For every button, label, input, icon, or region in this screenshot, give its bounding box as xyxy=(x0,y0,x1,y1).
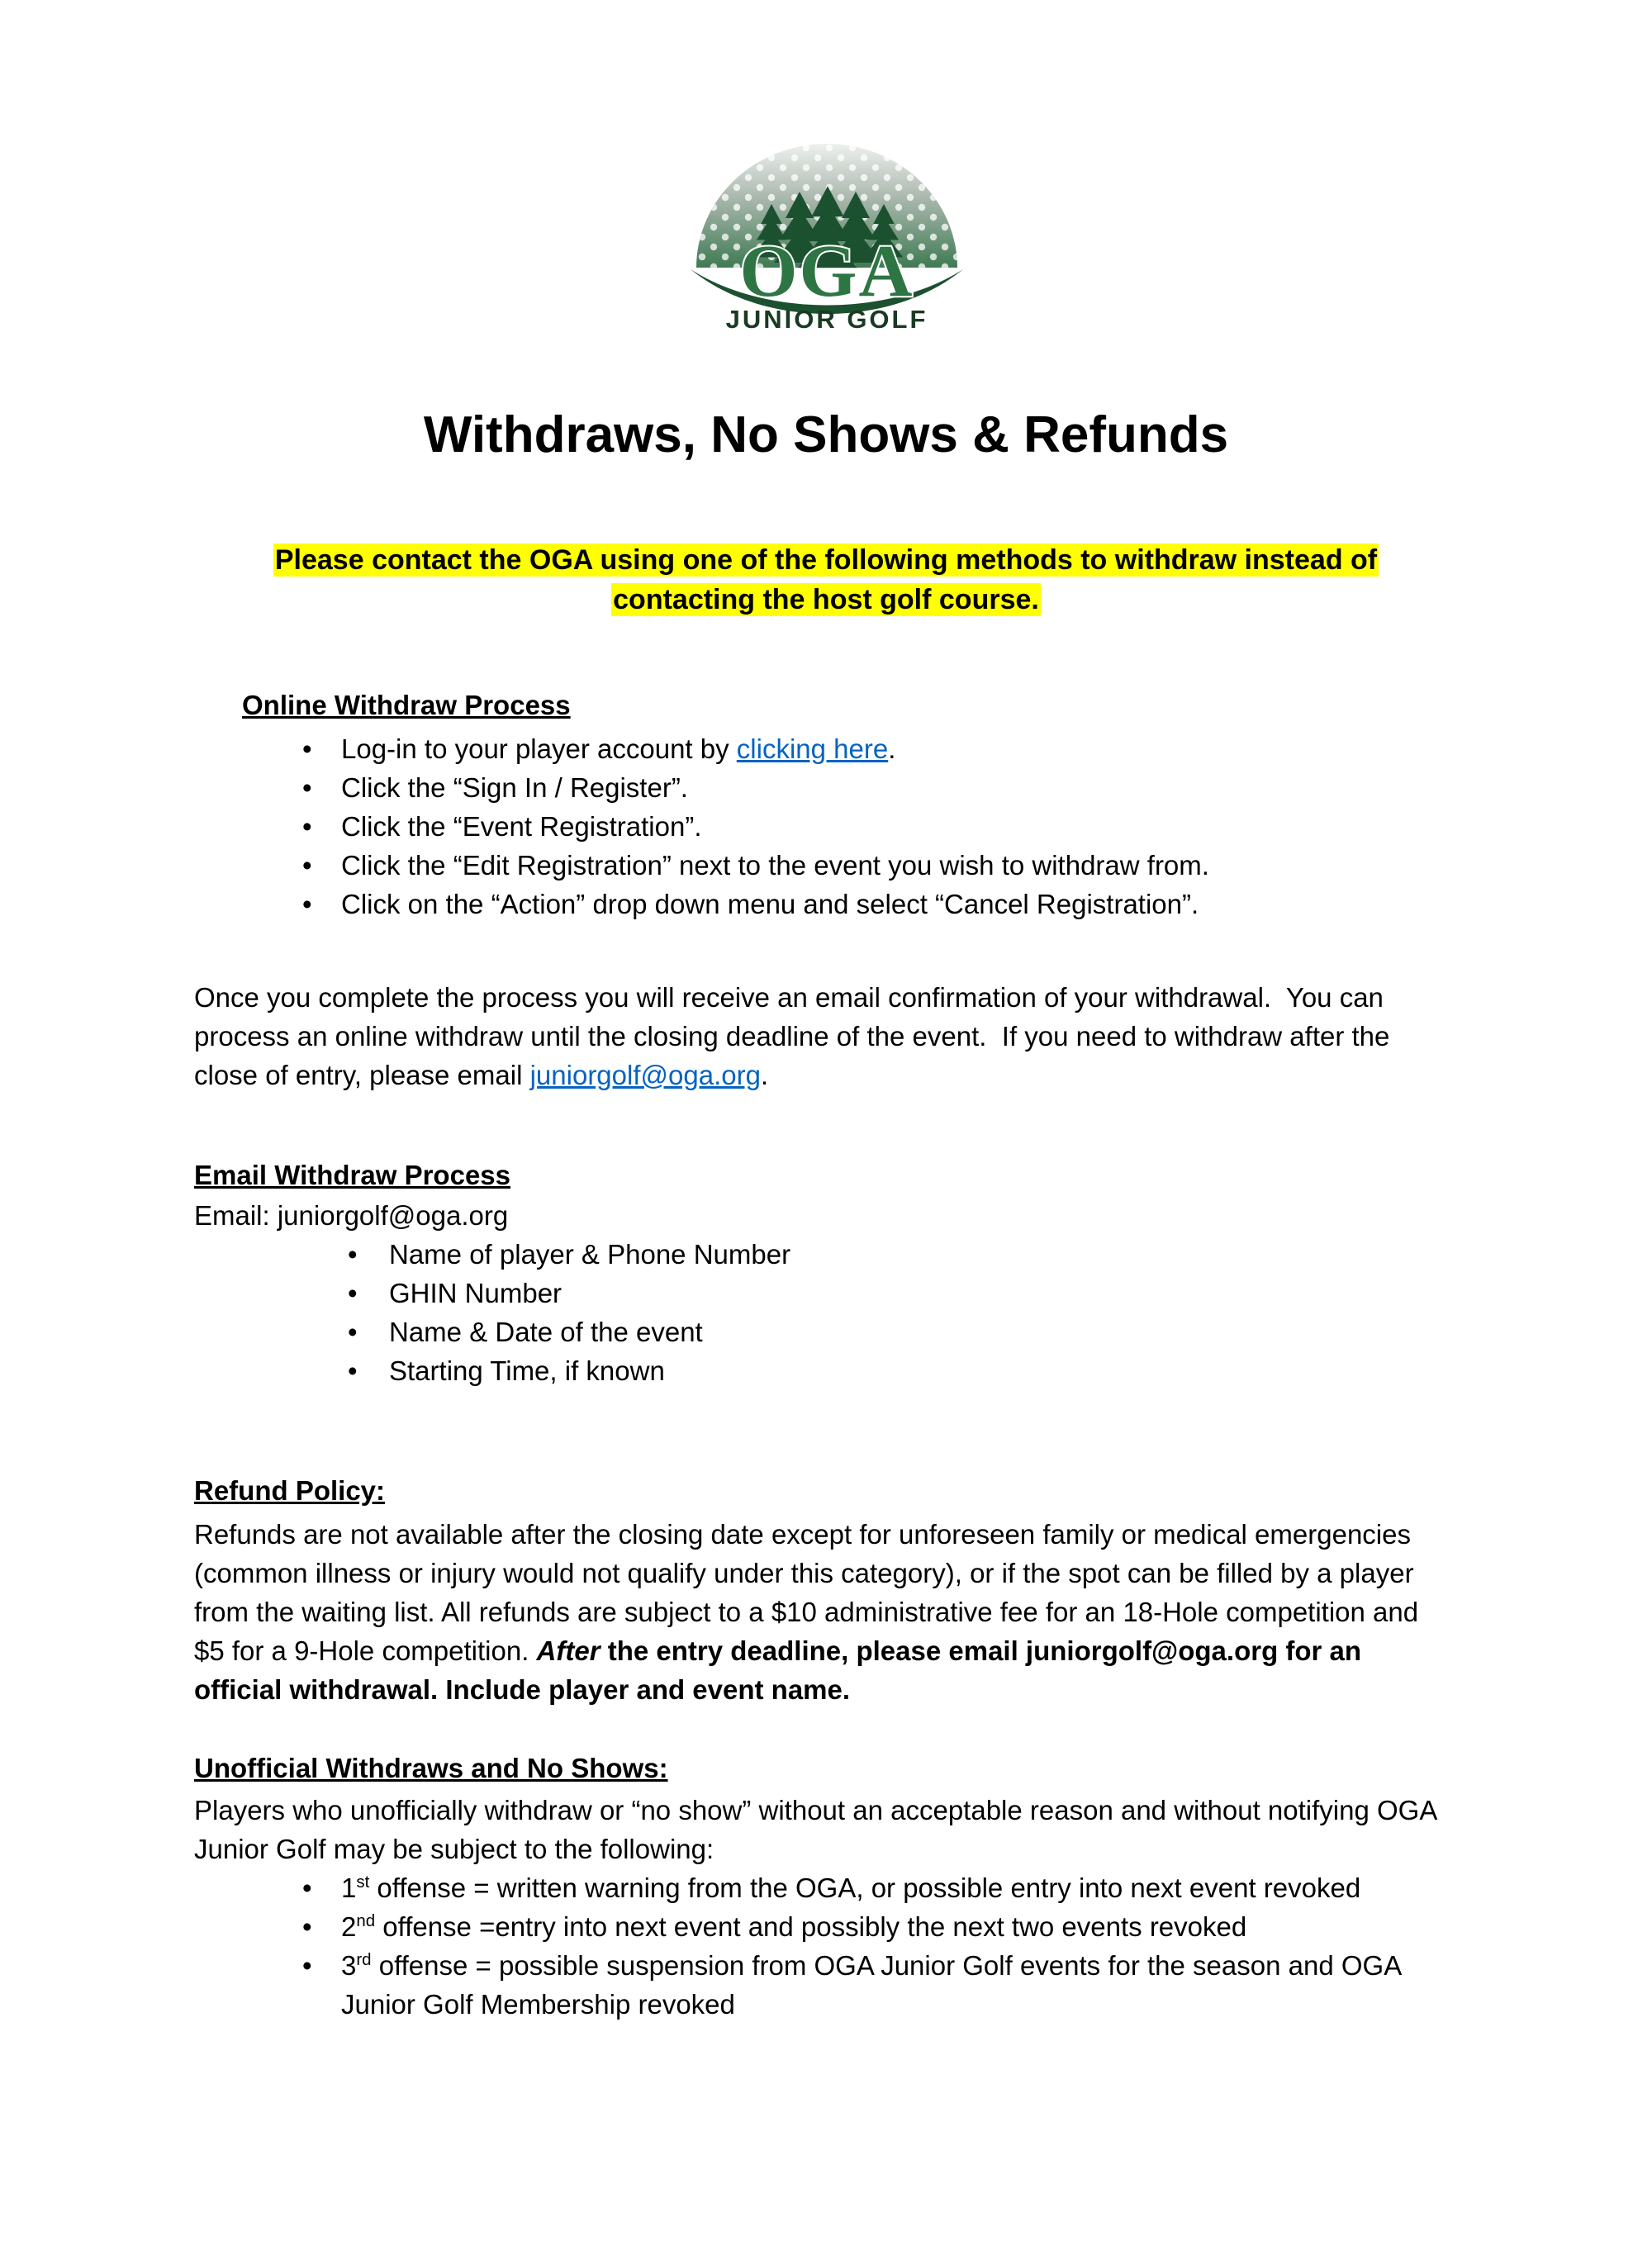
email-address-line: Email: juniorgolf@oga.org xyxy=(194,1200,509,1231)
notice-text: Please contact the OGA using one of the following methods to withdraw instead of contacting the host golf course. xyxy=(274,544,1378,615)
refund-policy-paragraph xyxy=(194,1515,1446,1709)
list-item xyxy=(296,729,1446,768)
confirmation-text-pre: Once you complete the process you will receive an email confirmation of your withdrawal. You can process an online withdraw until the closing deadline of the event. If you need to withdraw after the close of entry, please email xyxy=(194,982,1398,1090)
notice-banner xyxy=(206,540,1446,619)
confirmation-text-post: . xyxy=(760,1060,769,1090)
offense-number: 2 xyxy=(341,1911,357,1942)
list-item xyxy=(296,1868,1446,1907)
unofficial-intro-paragraph: Players who unofficially withdraw or “no show” without an acceptable reason and without notifying OGA Junior Golf may be subject to the following: xyxy=(194,1795,1444,1864)
list-item: • Starting Time, if known xyxy=(341,1351,1446,1390)
section-heading-online-withdraw: Online Withdraw Process xyxy=(242,690,571,720)
offense-number: 1 xyxy=(341,1873,357,1903)
online-withdraw-steps xyxy=(194,729,1446,923)
confirmation-paragraph xyxy=(194,978,1446,1094)
document-page xyxy=(0,112,1652,2250)
list-item: • Click on the “Action” drop down menu and select “Cancel Registration”. xyxy=(296,885,1446,923)
document-body xyxy=(0,686,1652,2024)
list-item: • Click the “Sign In / Register”. xyxy=(296,768,1446,807)
offense-text: offense = written warning from the OGA, or possible entry into next event revoked xyxy=(369,1873,1361,1903)
page-title: Withdraws, No Shows & Refunds xyxy=(423,406,1229,463)
list-item: • Click the “Event Registration”. xyxy=(296,807,1446,846)
refund-text-normal: Refunds are not available after the closing date except for unforeseen family or medical emergencies (common illness or injury would not qualify under this category), or if the spot can be filled by a player from the waiting list. All refunds are subject to a $10 administrative fee for an 18-Hole competition and $5 for a 9-Hole competition. xyxy=(194,1519,1427,1666)
logo-oga-text: OGA xyxy=(739,230,914,312)
list-item: • Click the “Edit Registration” next to the event you wish to withdraw from. xyxy=(296,846,1446,885)
email-withdraw-requirements xyxy=(194,1235,1446,1390)
juniorgolf-email-link[interactable]: juniorgolf@oga.org xyxy=(529,1060,761,1090)
offense-text: offense =entry into next event and possibly the next two events revoked xyxy=(375,1911,1247,1942)
section-heading-unofficial-withdraws: Unofficial Withdraws and No Shows: xyxy=(194,1753,668,1783)
offense-number: 3 xyxy=(341,1950,357,1981)
ordinal-suffix: rd xyxy=(356,1950,372,1969)
list-item xyxy=(296,1946,1446,2024)
section-heading-email-withdraw: Email Withdraw Process xyxy=(194,1160,510,1190)
ordinal-suffix: nd xyxy=(356,1911,376,1930)
refund-text-after: After xyxy=(536,1635,601,1666)
ordinal-suffix: st xyxy=(356,1873,370,1892)
list-item: • GHIN Number xyxy=(341,1274,1446,1312)
logo-subtitle-text: JUNIOR GOLF xyxy=(725,305,928,334)
clicking-here-link[interactable]: clicking here xyxy=(736,733,889,764)
offense-text: offense = possible suspension from OGA Junior Golf events for the season and OGA Junior Golf Membership revoked xyxy=(341,1950,1401,2020)
refund-text-bold: the entry deadline, please email juniorgolf@oga.org for an official withdrawal. Include player and event name. xyxy=(194,1635,1370,1705)
offense-list xyxy=(194,1868,1446,2024)
oga-junior-golf-logo xyxy=(672,112,980,344)
list-item: • Name of player & Phone Number xyxy=(341,1235,1446,1274)
list-item xyxy=(296,1907,1446,1946)
oga-logo-graphic xyxy=(672,112,980,334)
section-heading-refund-policy: Refund Policy: xyxy=(194,1475,386,1506)
step-text-pre: Log-in to your player account by xyxy=(341,733,737,764)
list-item: • Name & Date of the event xyxy=(341,1312,1446,1351)
step-text-post: . xyxy=(888,733,896,764)
